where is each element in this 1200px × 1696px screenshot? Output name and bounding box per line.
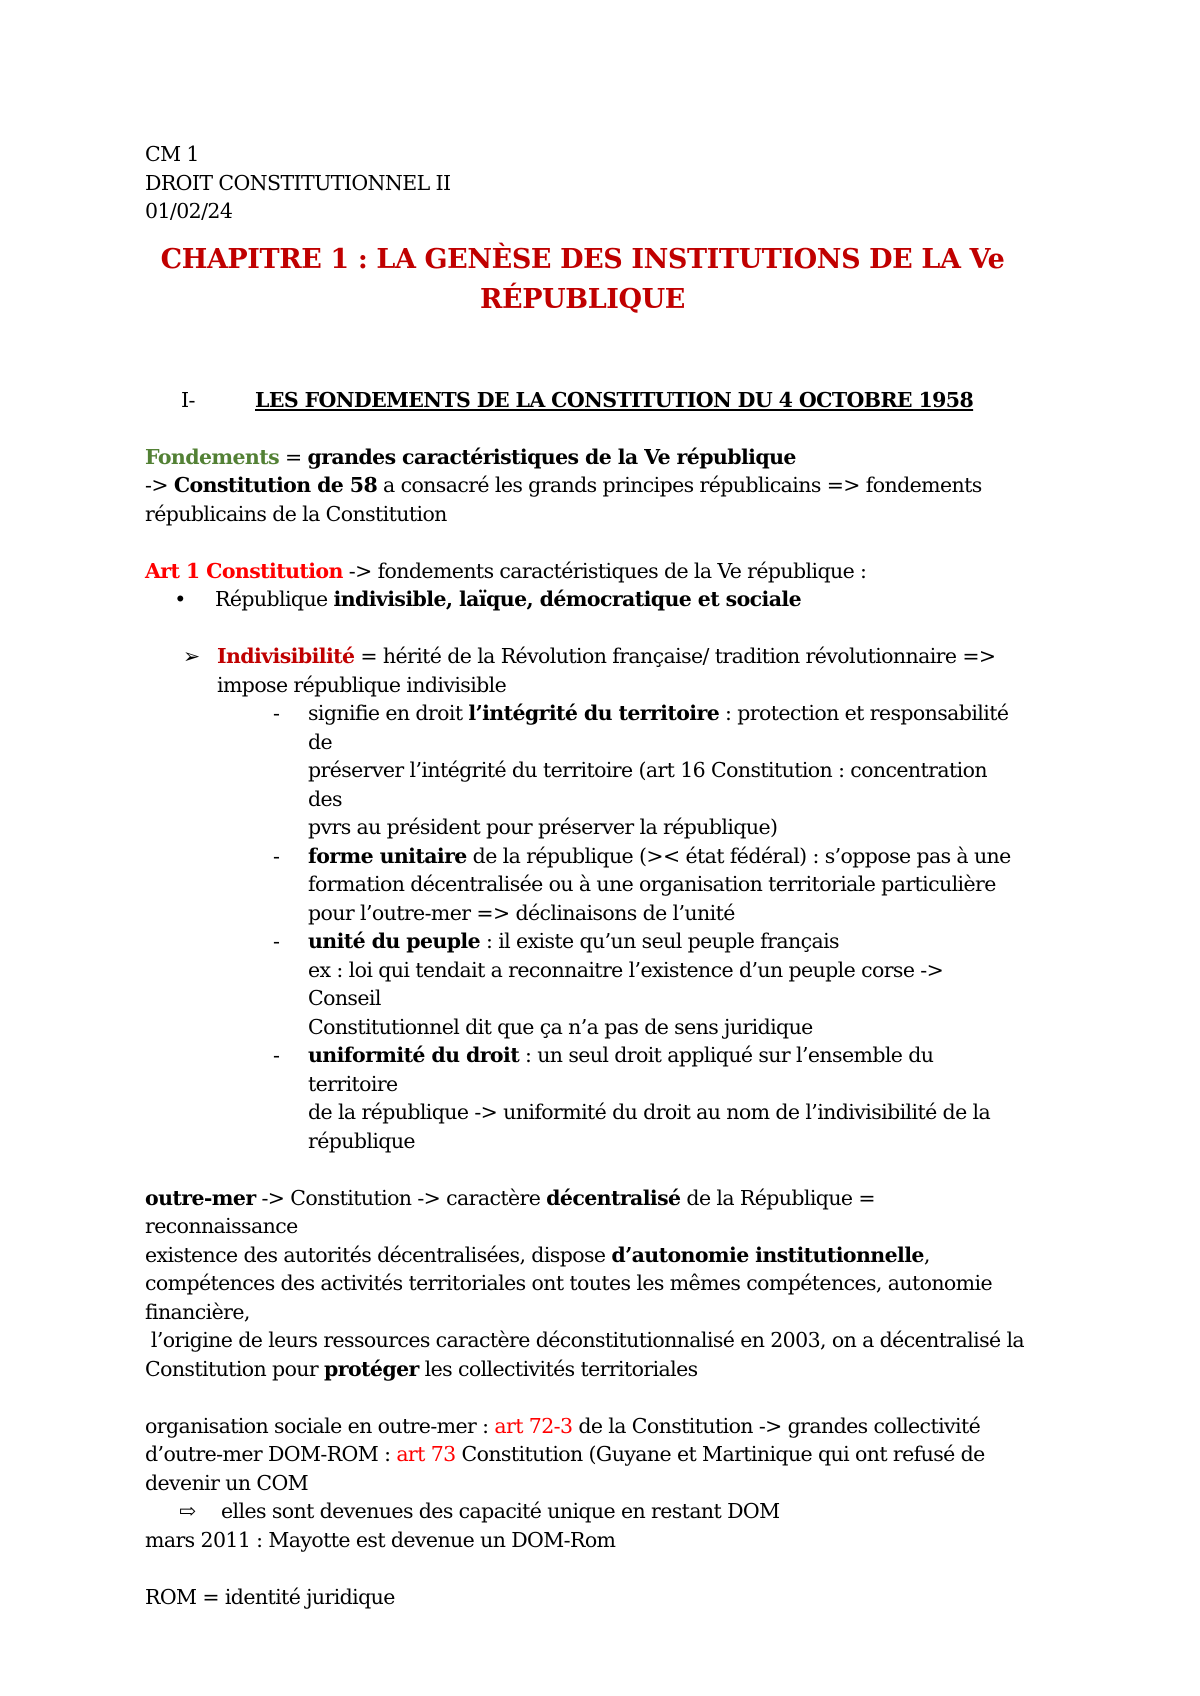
item-post: : il existe qu’un seul peuple français [480,929,839,953]
mayotte-line: mars 2011 : Mayotte est devenue un DOM-Rom [145,1527,616,1552]
indivisibilite-rest2: impose république indivisible [217,672,507,697]
rom-line: ROM = identité juridique [145,1584,395,1609]
list-item [145,1041,1020,1155]
outremer-text: les collectivités territoriales [418,1356,698,1381]
fondements-constitution-line [145,471,1020,500]
bullet-icon: • [174,587,186,611]
arrow-text: -> [145,473,174,497]
art72-ref: art 72-3 [494,1413,573,1438]
dash-icon: - [273,701,280,725]
outremer-line5: l’origine de leurs ressources caractère déconstitutionnalisé en 2003, on a décentralisé la [145,1328,1025,1352]
item-line: de la république -> uniformité du droit au nom de l’indivisibilité de la [308,1100,991,1124]
section-heading [145,386,1020,415]
outremer-text: , [923,1242,930,1267]
organisation-text: Constitution (Guyane et Martinique qui ont refusé de [455,1442,985,1466]
header-subject: DROIT CONSTITUTIONNEL II [145,170,451,195]
organisation-line1 [145,1412,1020,1441]
item-line: ex : loi qui tendait a reconnaitre l’existence d’un peuple corse -> Conseil [308,957,944,1010]
list-item [145,927,1020,1041]
organisation-text: d’outre-mer DOM-ROM : [145,1442,397,1466]
outremer-text: Constitution pour [145,1356,325,1381]
organisation-text: organisation sociale en outre-mer : [145,1413,495,1438]
equals-sign: = [279,444,308,469]
bullet-plain: République [215,587,334,611]
item-post: de la république (>< état fédéral) : s’oppose pas à une [466,843,1011,868]
fondements-def: grandes caractéristiques de la Ve république [307,444,796,469]
organisation-text: de la Constitution -> grandes collectivité [572,1413,981,1438]
section-number: I- [181,387,195,412]
item-line: préserver l’intégrité du territoire (art 16 Constitution : concentration des [308,758,987,811]
art1-line [145,557,1020,586]
item-line: formation décentralisée ou à une organisation territoriale particulière [308,872,996,896]
item-post: : protection et responsabilité de [308,701,1009,754]
item-bold: l’intégrité du territoire [468,701,720,725]
outremer-term: outre-mer [145,1185,256,1210]
chapter-title [145,240,1020,320]
dash-icon: - [273,843,280,868]
header-course: CM 1 [145,142,199,166]
outremer-text: de la République = reconnaissance [145,1185,875,1238]
art1-rest: -> fondements caractéristiques de la Ve république : [342,558,867,583]
indivisibilite-rest1: = hérité de la Révolution française/ tradition révolutionnaire => [354,644,996,668]
fondements-term: Fondements [145,444,280,469]
hollow-arrow-icon: ⇨ [179,1499,196,1523]
fondements-rest1: a consacré les grands principes républicains => fondements [377,473,982,497]
list-item [145,842,1020,928]
decentralise-term: décentralisé [546,1185,681,1210]
dash-icon: - [273,1043,280,1067]
organisation-line3: devenir un COM [145,1470,309,1495]
art1-label: Art 1 Constitution [145,558,343,583]
list-item [145,699,1020,842]
item-post: : un seul droit appliqué sur l’ensemble du territoire [308,1043,934,1096]
outremer-line4: financière, [145,1299,250,1324]
section-title: LES FONDEMENTS DE LA CONSTITUTION DU 4 OCTOBRE 1958 [255,387,974,412]
constitution-58: Constitution de 58 [173,473,378,497]
item-bold: uniformité du droit [308,1043,520,1067]
item-bold: unité du peuple [308,929,481,953]
art73-ref: art 73 [396,1442,456,1466]
fondements-rest2: républicains de la Constitution [145,501,447,526]
outremer-text: existence des autorités décentralisées, dispose [145,1242,612,1267]
outremer-line1 [145,1184,1020,1241]
chapter-title-line1: CHAPITRE 1 : LA GENÈSE DES INSTITUTIONS DE LA Ve [160,243,1005,275]
outremer-text: -> Constitution -> caractère [255,1185,547,1210]
list-item [145,1497,1020,1526]
dash-icon: - [273,929,280,953]
item-line: pour l’outre-mer => déclinaisons de l’unité [308,900,735,925]
indivisibilite-item [145,642,1020,699]
organisation-line2 [145,1440,1020,1469]
item-line: république [308,1128,415,1153]
outremer-line2 [145,1241,1020,1270]
item-line: pvrs au président pour préserver la république) [308,815,778,839]
proteger-term: protéger [324,1356,419,1381]
outremer-line6 [145,1355,1020,1384]
chapter-title-line2: RÉPUBLIQUE [480,283,685,315]
arrow-item-text: elles sont devenues des capacité unique en restant DOM [221,1499,780,1523]
bullet-bold: indivisible, laïque, démocratique et sociale [333,587,802,611]
autonomie-term: d’autonomie institutionnelle [611,1242,924,1267]
header-date: 01/02/24 [145,199,233,223]
fondements-definition [145,443,1020,472]
list-item [145,585,1020,614]
arrow-bullet-icon: ➢ [183,644,200,668]
item-bold: forme unitaire [308,843,467,868]
item-line: Constitutionnel dit que ça n’a pas de sens juridique [308,1014,813,1039]
indivisibilite-term: Indivisibilité [217,644,355,668]
item-pre: signifie en droit [308,701,469,725]
outremer-line3: compétences des activités territoriales ont toutes les mêmes compétences, autonomie [145,1271,993,1295]
